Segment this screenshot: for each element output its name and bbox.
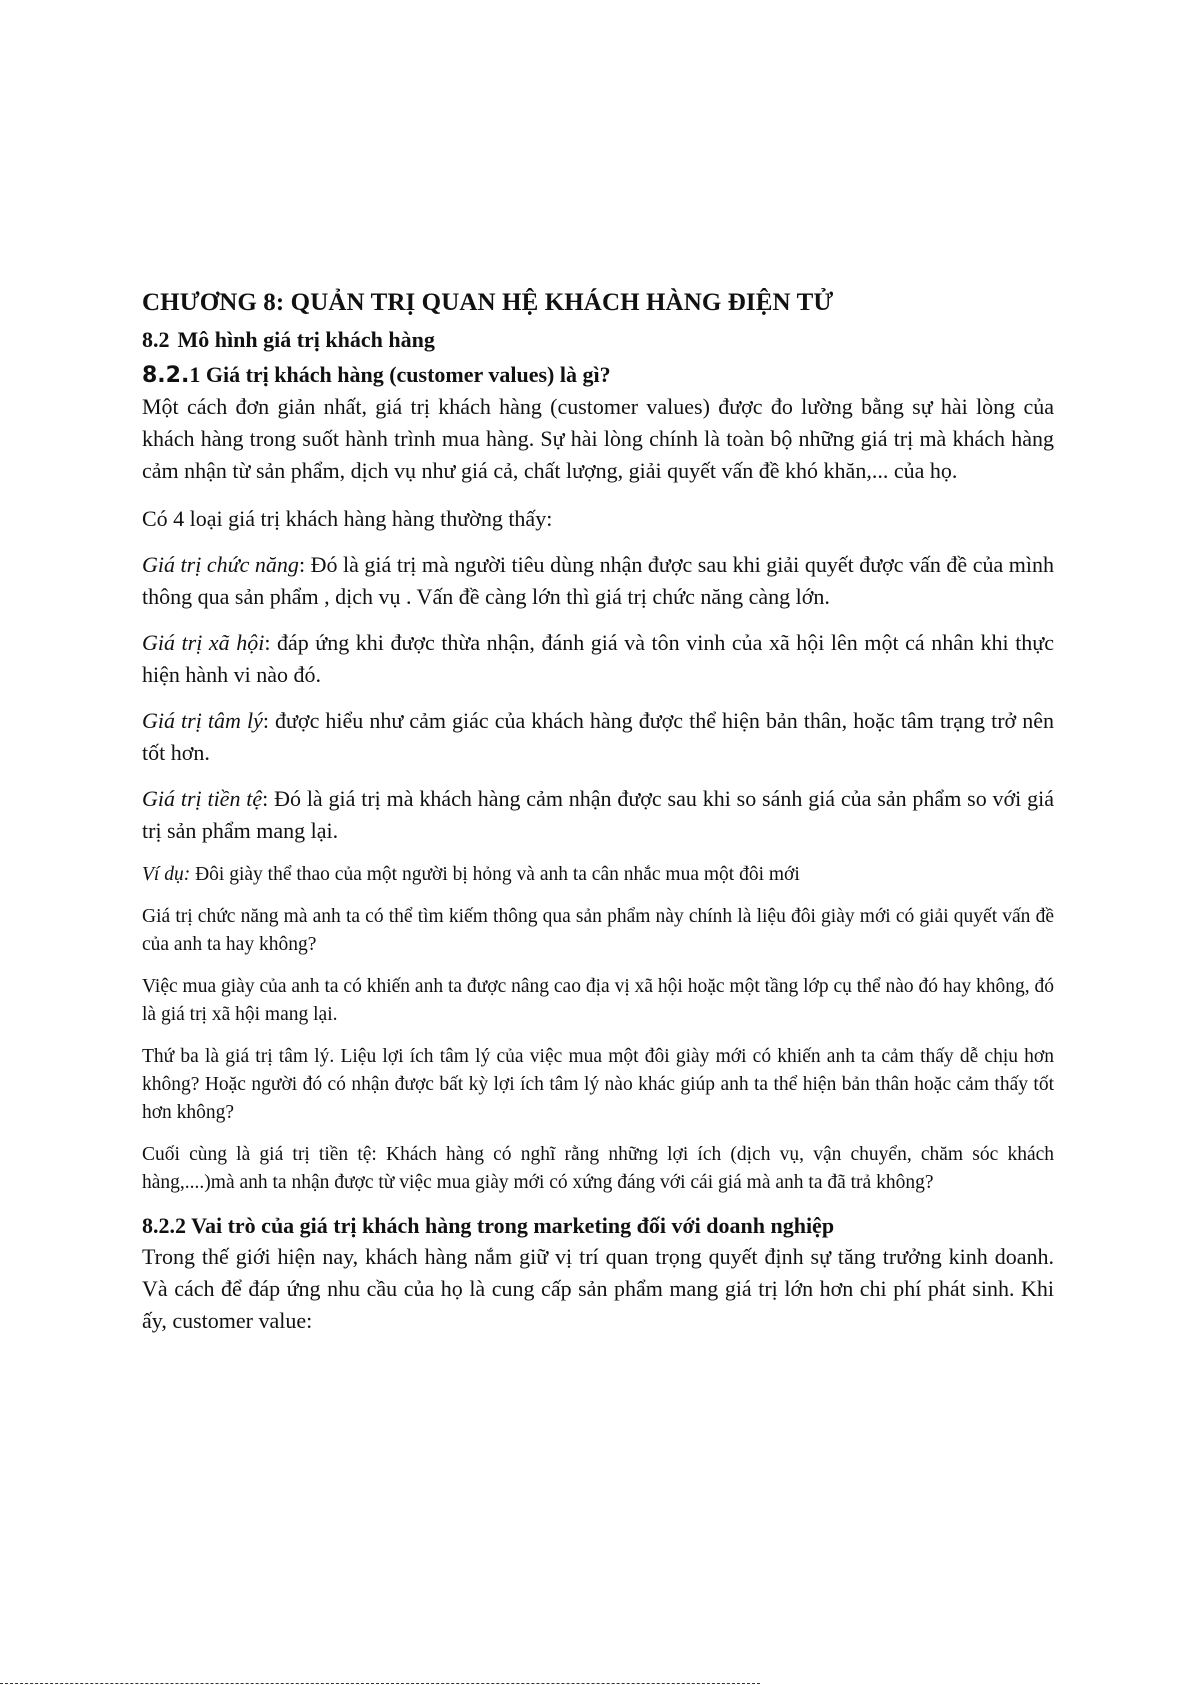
type-paragraph-psychological bbox=[142, 705, 1054, 769]
closing-paragraph: Trong thế giới hiện nay, khách hàng nắm giữ vị trí quan trọng quyết định sự tăng trưởng kinh doanh. Và cách để đáp ứng nhu cầu của họ là cung cấp sản phẩm mang giá trị lớn hơn chi phí phát sinh. Khi ấy, customer value: bbox=[142, 1244, 1054, 1333]
example-text: Đôi giày thể thao của một người bị hỏng và anh ta cân nhắc mua một đôi mới bbox=[190, 864, 800, 885]
section-number: 8.2 bbox=[142, 327, 170, 352]
page-content bbox=[142, 288, 1054, 1351]
subsection-title: 1 Giá trị khách hàng (customer values) là gì? bbox=[189, 362, 611, 387]
chapter-title: CHƯƠNG 8: QUẢN TRỊ QUAN HỆ KHÁCH HÀNG ĐIỆN TỬ bbox=[142, 289, 834, 316]
example-social: Việc mua giày của anh ta có khiến anh ta được nâng cao địa vị xã hội hoặc một tầng lớp cụ thể nào đó hay không, đó là giá trị xã hội mang lại. bbox=[142, 976, 1054, 1025]
section-heading bbox=[142, 326, 1054, 354]
subsection-heading-2: 8.2.2 Vai trò của giá trị khách hàng trong marketing đối với doanh nghiệp bbox=[142, 1213, 835, 1238]
type-text: : Đó là giá trị mà khách hàng cảm nhận được sau khi so sánh giá của sản phẩm so với giá trị sản phẩm mang lại. bbox=[142, 786, 1054, 843]
section-title: Mô hình giá trị khách hàng bbox=[177, 327, 435, 352]
example-psychological: Thứ ba là giá trị tâm lý. Liệu lợi ích tâm lý của việc mua một đôi giày mới có khiến anh ta cảm thấy dễ chịu hơn không? Hoặc người đó có nhận được bất kỳ lợi ích tâm lý nào khác giúp anh ta thể hiện bản thân hoặc cảm thấy tốt hơn không? bbox=[142, 1046, 1054, 1123]
type-paragraph-social bbox=[142, 627, 1054, 691]
type-label: Giá trị tiền tệ bbox=[142, 786, 263, 811]
type-label: Giá trị chức năng bbox=[142, 552, 299, 577]
subsection-heading-1 bbox=[142, 360, 1054, 391]
type-label: Giá trị tâm lý bbox=[142, 708, 263, 733]
type-paragraph-monetary bbox=[142, 783, 1054, 847]
example-monetary: Cuối cùng là giá trị tiền tệ: Khách hàng có nghĩ rằng những lợi ích (dịch vụ, vận chuyển, chăm sóc khách hàng,....)mà anh ta nhận được từ việc mua giày mới có xứng đáng với cái giá mà anh ta đã trả không? bbox=[142, 1144, 1054, 1193]
footer-divider bbox=[0, 1683, 760, 1684]
type-paragraph-functional bbox=[142, 549, 1054, 613]
example-label: Ví dụ: bbox=[142, 864, 191, 885]
example-paragraph bbox=[142, 861, 1054, 889]
type-text: : Đó là giá trị mà người tiêu dùng nhận được sau khi giải quyết được vấn đề của mình thông qua sản phẩm , dịch vụ . Vấn đề càng lớn thì giá trị chức năng càng lớn. bbox=[142, 552, 1054, 609]
example-functional: Giá trị chức năng mà anh ta có thể tìm kiếm thông qua sản phẩm này chính là liệu đôi giày mới có giải quyết vấn đề của anh ta hay không? bbox=[142, 906, 1054, 955]
subsection-number: 8.2. bbox=[142, 363, 190, 388]
type-label: Giá trị xã hội bbox=[142, 630, 265, 655]
type-text: : được hiểu như cảm giác của khách hàng được thể hiện bản thân, hoặc tâm trạng trở nên tốt hơn. bbox=[142, 708, 1054, 765]
intro-paragraph: Một cách đơn giản nhất, giá trị khách hàng (customer values) được đo lường bằng sự hài lòng của khách hàng trong suốt hành trình mua hàng. Sự hài lòng chính là toàn bộ những giá trị mà khách hàng cảm nhận từ sản phẩm, dịch vụ như giá cả, chất lượng, giải quyết vấn đề khó khăn,... của họ. bbox=[142, 394, 1054, 483]
types-intro: Có 4 loại giá trị khách hàng hàng thường thấy: bbox=[142, 506, 553, 531]
type-text: : đáp ứng khi được thừa nhận, đánh giá và tôn vinh của xã hội lên một cá nhân khi thực hiện hành vi nào đó. bbox=[142, 630, 1054, 687]
